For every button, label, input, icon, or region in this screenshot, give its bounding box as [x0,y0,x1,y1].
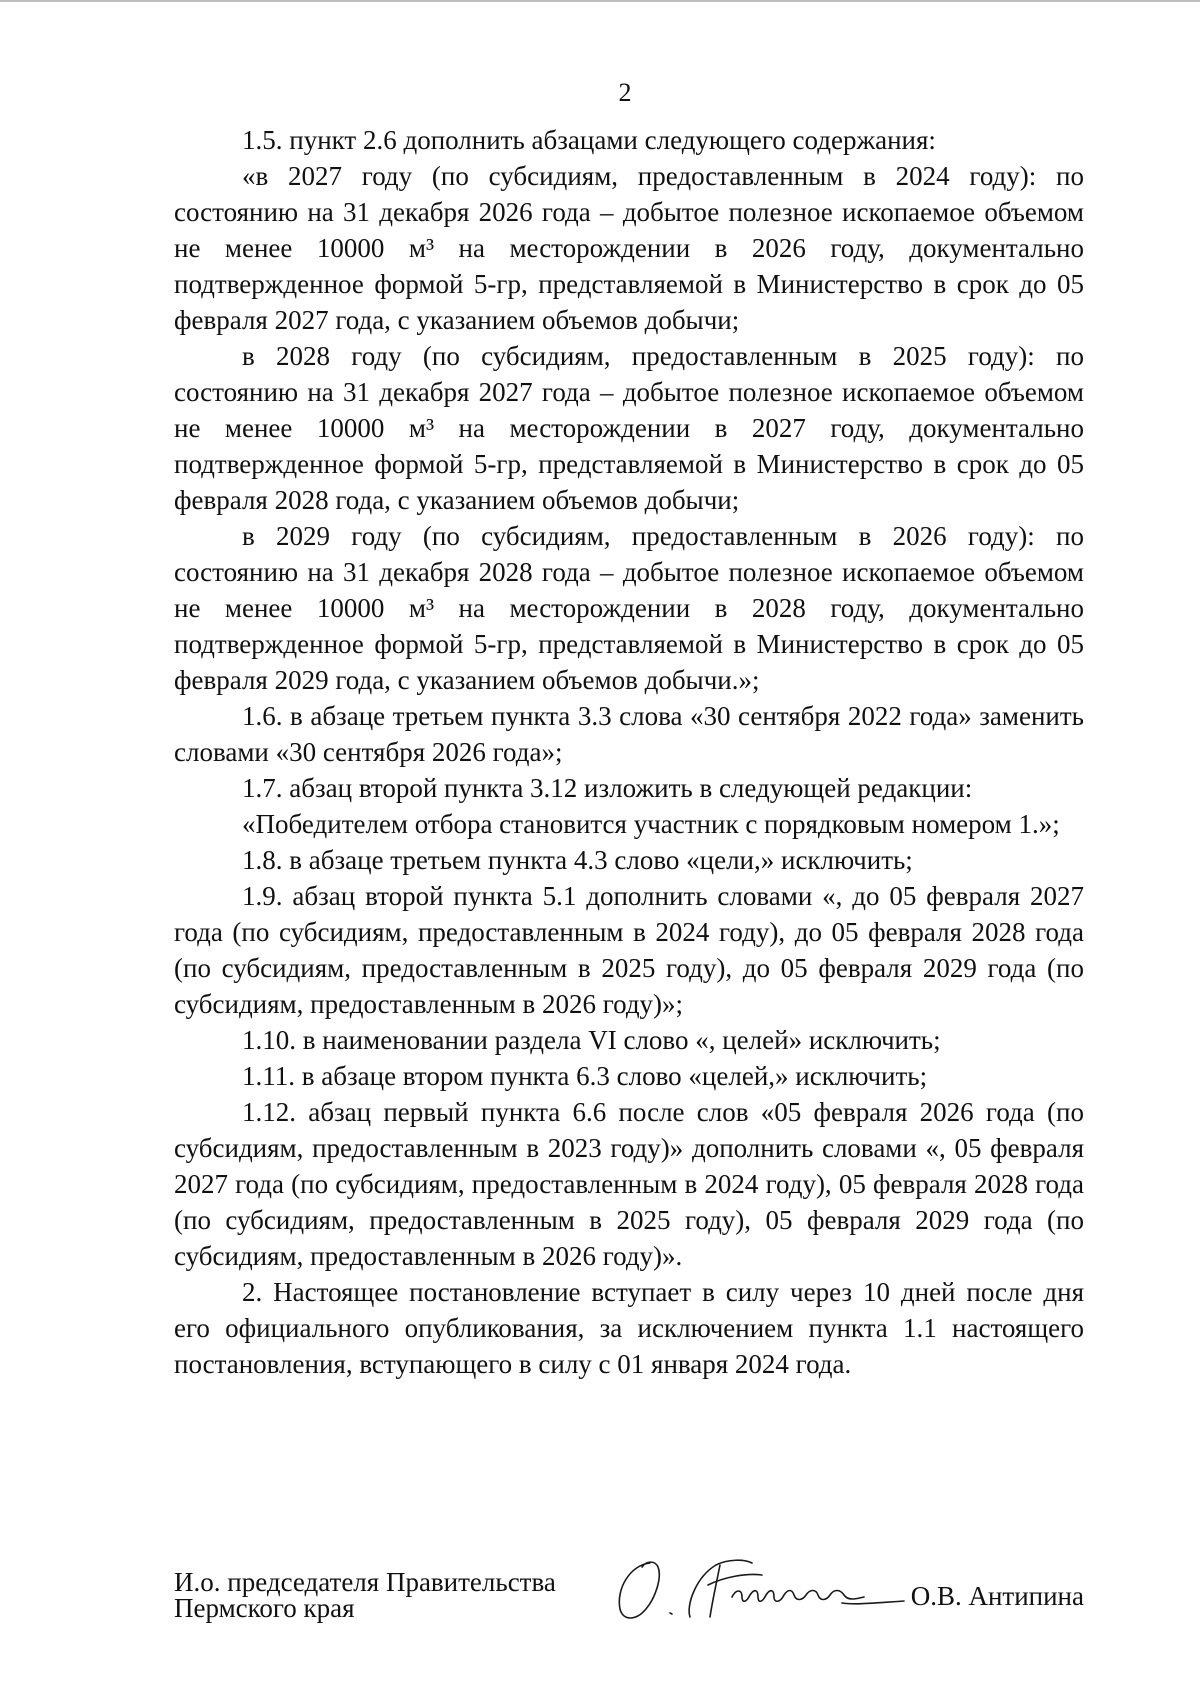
handwritten-signature-icon [612,1555,912,1627]
paragraph: 2. Настоящее постановление вступает в силу через 10 дней после дня его официального опубликования, за исключением пункта 1.1 настоящего постановления, вступающего в силу с 01 января 2024 года. [174,1277,1084,1379]
paragraph: 1.10. в наименовании раздела VI слово «, целей» исключить; [242,1025,941,1055]
paragraph: 1.9. абзац второй пункта 5.1 дополнить словами «, до 05 февраля 2027 года (по субсидиям, предоставленным в 2024 году), до 05 февраля 2028 года (по субсидиям, предоставленным в 2025 году), до 05 февраля 2029 года (по субсидиям, предоставленным в 2026 году)»; [174,881,1084,1019]
paragraph: 1.12. абзац первый пункта 6.6 после слов «05 февраля 2026 года (по субсидиям, предоставленным в 2023 году)» дополнить словами «, 05 февраля 2027 года (по субсидиям, предоставленным в 2024 году), 05 февраля 2028 года (по субсидиям, предоставленным в 2025 году), 05 февраля 2029 года (по субсидиям, предоставленным в 2026 году)». [174,1097,1084,1271]
signature-block [174,1569,1084,1639]
paragraph: 1.5. пункт 2.6 дополнить абзацами следующего содержания: [242,125,936,155]
document-body [174,122,1084,1382]
paragraph: 1.11. в абзаце втором пункта 6.3 слово «целей,» исключить; [242,1061,928,1091]
signer-name: О.В. Антипина [910,1581,1084,1611]
paragraph: 1.8. в абзаце третьем пункта 4.3 слово «цели,» исключить; [242,845,913,875]
signer-position-line: Пермского края [174,1593,355,1623]
paragraph: в 2028 году (по субсидиям, предоставленным в 2025 году): по состоянию на 31 декабря 2027 года – добытое полезное ископаемое объемом не менее 10000 м³ на месторождении в 2027 году, документально подтвержденное формой 5-гр, представляемой в Министерство в срок до 05 февраля 2028 года, с указанием объемов добычи; [174,341,1084,515]
page-top-edge [0,0,1200,2]
paragraph: «Победителем отбора становится участник с порядковым номером 1.»; [242,809,1060,839]
paragraph: 1.6. в абзаце третьем пункта 3.3 слова «30 сентября 2022 года» заменить словами «30 сентября 2026 года»; [174,701,1084,767]
signer-position [174,1569,556,1621]
paragraph: в 2029 году (по субсидиям, предоставленным в 2026 году): по состоянию на 31 декабря 2028 года – добытое полезное ископаемое объемом не менее 10000 м³ на месторождении в 2028 году, документально подтвержденное формой 5-гр, представляемой в Министерство в срок до 05 февраля 2029 года, с указанием объемов добычи.»; [174,521,1084,695]
paragraph: 1.7. абзац второй пункта 3.12 изложить в следующей редакции: [242,773,973,803]
signer-position-line: И.о. председателя Правительства [174,1567,556,1597]
page-number: 2 [618,78,632,107]
paragraph: «в 2027 году (по субсидиям, предоставленным в 2024 году): по состоянию на 31 декабря 2026 года – добытое полезное ископаемое объемом не менее 10000 м³ на месторождении в 2026 году, документально подтвержденное формой 5-гр, представляемой в Министерство в срок до 05 февраля 2027 года, с указанием объемов добычи; [174,161,1084,335]
